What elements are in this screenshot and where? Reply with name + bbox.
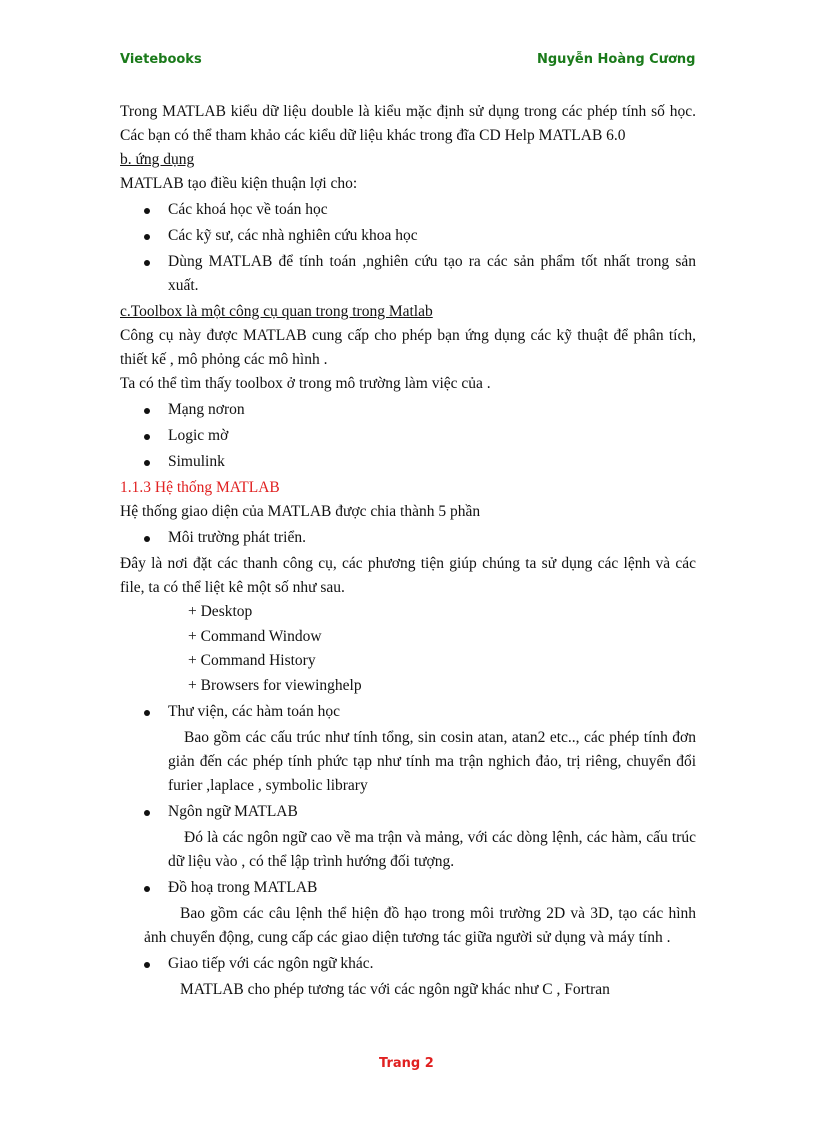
bullet-icon xyxy=(144,962,150,968)
bullet-icon xyxy=(144,234,150,240)
list-item: Ngôn ngữ MATLAB xyxy=(120,800,696,824)
paragraph-s4: Bao gồm các câu lệnh thể hiện đồ hạo trong môi trường 2D và 3D, tạo các hình ảnh chuyển động, cung cấp các giao diện tương tác giữa người sử dụng và máy tính . xyxy=(144,905,696,946)
list-item: Giao tiếp với các ngôn ngữ khác. xyxy=(120,952,696,976)
bullet-icon xyxy=(144,208,150,214)
header-right: Nguyễn Hoàng Cương xyxy=(537,52,696,67)
bullet-icon xyxy=(144,886,150,892)
page-number: Trang 2 xyxy=(379,1056,434,1071)
list-item: Mạng nơron xyxy=(120,398,696,422)
bullet-icon xyxy=(144,536,150,542)
list-item: + Command History xyxy=(188,652,316,669)
bullet-icon xyxy=(144,434,150,440)
list-item: Logic mờ xyxy=(120,424,696,448)
list-item: Đồ hoạ trong MATLAB xyxy=(120,876,696,900)
header-left: Vietebooks xyxy=(120,52,202,67)
page-content xyxy=(120,100,696,1002)
paragraph-c2: Ta có thể tìm thấy toolbox ở trong mô trường làm việc của . xyxy=(120,375,491,392)
list-item: Simulink xyxy=(120,450,696,474)
paragraph-s1: Đây là nơi đặt các thanh công cụ, các phương tiện giúp chúng ta sử dụng các lệnh và các file, ta có thể liệt kê một số như sau. xyxy=(120,555,696,596)
list-item: + Browsers for viewinghelp xyxy=(188,676,362,694)
bullet-icon xyxy=(144,710,150,716)
paragraph-double: Trong MATLAB kiểu dữ liệu double là kiểu mặc định sử dụng trong các phép tính số học. Các bạn có thể tham khảo các kiểu dữ liệu khác trong đĩa CD Help MATLAB 6.0 xyxy=(120,103,696,144)
heading-c: c.Toolbox là một công cụ quan trong trong Matlab xyxy=(120,303,433,320)
paragraph-s5: MATLAB cho phép tương tác với các ngôn ngữ khác như C , Fortran xyxy=(180,981,610,998)
paragraph-s3: Đó là các ngôn ngữ cao về ma trận và mảng, với các dòng lệnh, các hàm, cấu trúc dữ liệu vào , có thể lập trình hướng đối tượng. xyxy=(168,829,696,870)
list-item: Dùng MATLAB để tính toán ,nghiên cứu tạo ra các sản phẩm tốt nhất trong sản xuất. xyxy=(120,250,696,298)
list-item: Thư viện, các hàm toán học xyxy=(120,700,696,724)
bullet-icon xyxy=(144,408,150,414)
bullet-icon xyxy=(144,260,150,266)
paragraph-s2: Bao gồm các cấu trúc như tính tổng, sin cosin atan, atan2 etc.., các phép tính đơn giản đến các phép tính phức tạp như tính ma trận nghich đảo, trị riêng, chuyển đổi furier ,laplace , symbolic library xyxy=(168,729,696,794)
list-item: Môi trường phát triển. xyxy=(120,526,696,550)
paragraph-b: MATLAB tạo điều kiện thuận lợi cho: xyxy=(120,175,358,192)
paragraph-113: Hệ thống giao diện của MATLAB được chia thành 5 phần xyxy=(120,503,481,520)
list-item: + Command Window xyxy=(188,627,322,645)
heading-b: b. ứng dụng xyxy=(120,151,195,168)
list-item: Các khoá học về toán học xyxy=(120,198,696,222)
section-heading-1-1-3: 1.1.3 Hệ thống MATLAB xyxy=(120,479,280,496)
bullet-icon xyxy=(144,460,150,466)
list-item: + Desktop xyxy=(188,603,253,620)
paragraph-c1: Công cụ này được MATLAB cung cấp cho phép bạn ứng dụng các kỹ thuật để phân tích, thiết kế , mô phỏng các mô hình . xyxy=(120,327,696,368)
bullet-icon xyxy=(144,810,150,816)
list-item: Các kỹ sư, các nhà nghiên cứu khoa học xyxy=(120,224,696,248)
